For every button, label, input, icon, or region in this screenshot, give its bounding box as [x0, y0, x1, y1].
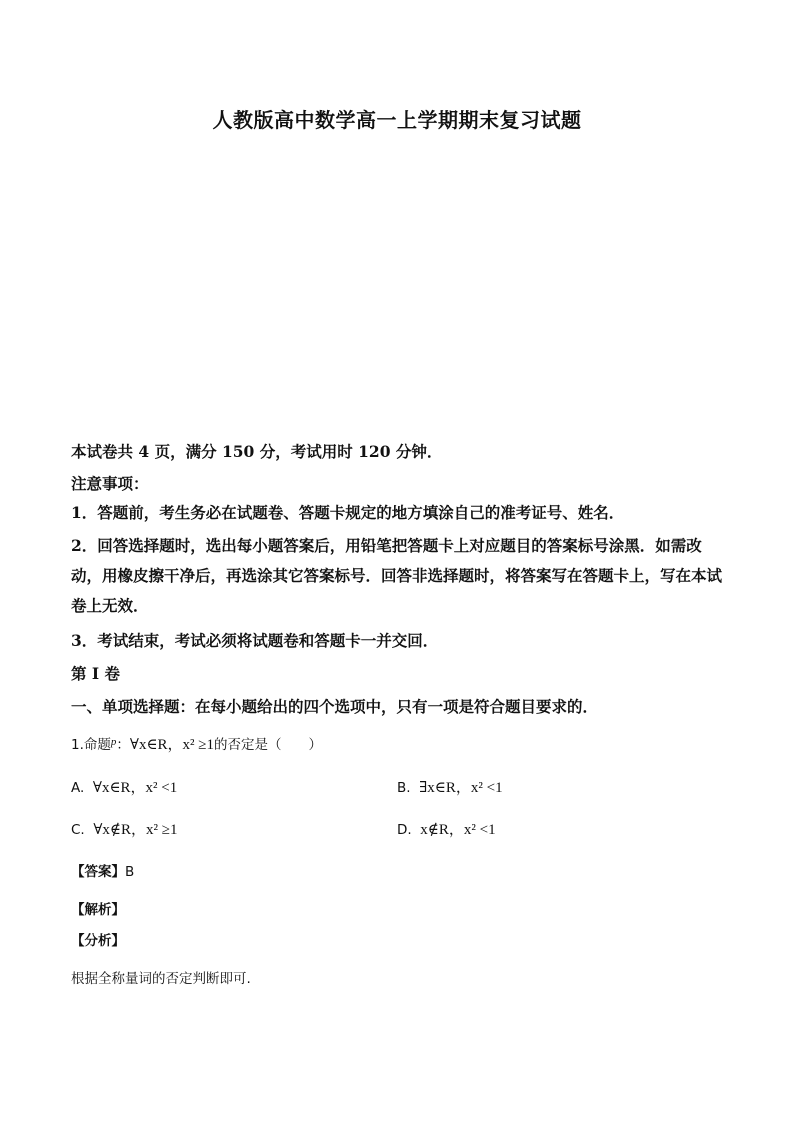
analysis-label: 【解析】: [71, 902, 125, 918]
option-b-math: ∃x∈R，x² <1: [419, 780, 503, 796]
question-1: [71, 733, 322, 754]
option-d-math: x∉R，x² <1: [420, 822, 496, 838]
notice-item-3: 3．考试结束，考试必须将试题卷和答题卡一并交回．: [71, 631, 439, 650]
option-c-math: ∀x∉R，x² ≥1: [93, 822, 178, 838]
answer-value: B: [125, 864, 135, 880]
option-b-label: B.: [397, 780, 411, 796]
question-text-before: 命题: [83, 737, 111, 753]
exam-intro: 本试卷共 4 页，满分 150 分，考试用时 120 分钟．: [71, 442, 443, 461]
analysis-row: [71, 898, 125, 918]
option-d-label: D.: [397, 822, 412, 838]
question-number: 1.: [71, 737, 84, 753]
option-b[interactable]: [397, 776, 503, 797]
page-title: 人教版高中数学高一上学期期末复习试题: [212, 108, 582, 132]
breakdown-row: [71, 929, 125, 949]
option-c-label: C.: [71, 822, 85, 838]
answer-row: [71, 860, 134, 880]
option-a-label: A.: [71, 780, 85, 796]
breakdown-label: 【分析】: [71, 933, 125, 949]
notice-item-1: 1．答题前，考生务必在试题卷、答题卡规定的地方填涂自己的准考证号、姓名．: [71, 503, 625, 522]
volume-label: 第 I 卷: [71, 664, 121, 683]
option-a-math: ∀x∈R，x² <1: [92, 780, 178, 796]
option-d[interactable]: [397, 818, 496, 839]
question-variable: p: [110, 736, 117, 748]
explanation-text: 根据全称量词的否定判断即可.: [71, 971, 251, 987]
section-heading: 一、单项选择题：在每小题给出的四个选项中，只有一项是符合题目要求的．: [71, 697, 599, 716]
question-colon: ：: [116, 737, 130, 753]
notice-item-2: 2．回答选择题时，选出每小题答案后，用铅笔把答题卡上对应题目的答案标号涂黑．如需改动，用橡皮擦干净后，再选涂其它答案标号．回答非选择题时，将答案写在答题卡上，写在本试卷上无效．: [71, 536, 723, 615]
option-c[interactable]: [71, 818, 177, 839]
answer-label: 【答案】: [71, 864, 125, 880]
question-text-after: 的否定是（ ）: [214, 737, 323, 753]
option-a[interactable]: [71, 776, 177, 797]
notice-heading: 注意事项：: [71, 474, 149, 493]
question-statement: ∀x∈R，x² ≥1: [129, 737, 215, 753]
